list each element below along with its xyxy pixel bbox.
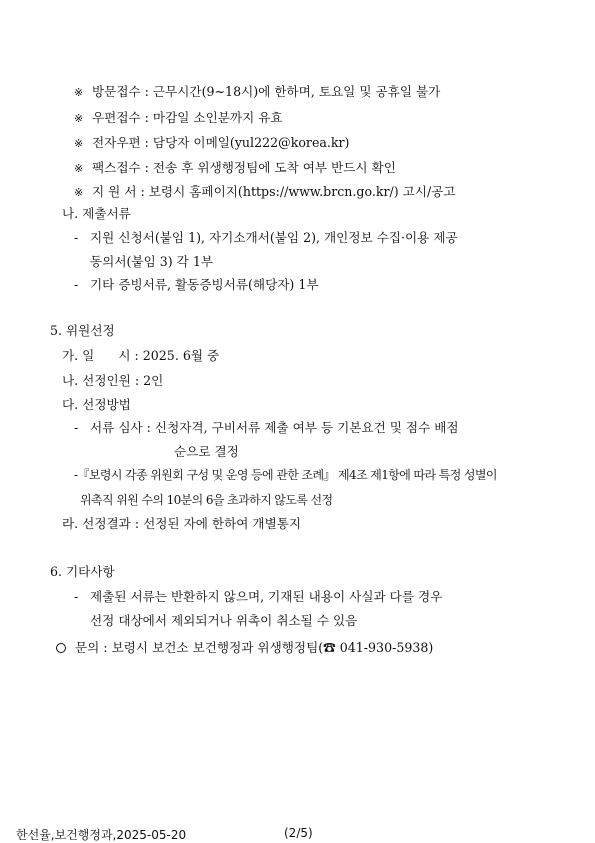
contact-line: 문의 : 보령시 보건소 보건행정과 위생행정팀(☎ 041-930-5938) [56,640,433,656]
selection-result: 라. 선정결과 : 선정된 자에 한하여 개별통지 [62,516,302,531]
section-6-heading: 6. 기타사항 [50,564,115,579]
footer-author: 한선율,보건행정과,2025-05-20 [16,828,187,842]
documents-item-2: - 기타 증빙서류, 활동증빙서류(해당자) 1부 [74,277,319,292]
method-item-1-cont: 순으로 결정 [174,444,239,459]
notes-item-1: - 제출된 서류는 반환하지 않으며, 기재된 내용이 사실과 다를 경우 [74,589,443,604]
reference-mark: ※ [74,137,84,150]
method-item-2-cont: 위촉직 위원 수의 10분의 6을 초과하지 않도록 선정 [80,493,333,507]
selection-date: 가. 일 시 : 2025. 6월 중 [62,348,220,363]
reception-email: ※ 전자우편 : 담당자 이메일(yul222@korea.kr) [74,135,350,150]
method-item-1: - 서류 심사 : 신청자격, 구비서류 제출 여부 등 기본요건 및 점수 배점 [74,420,459,435]
documents-item-1: - 지원 신청서(붙임 1), 자기소개서(붙임 2), 개인정보 수집·이용 제공 [74,230,458,245]
selection-count: 나. 선정인원 : 2인 [62,373,164,388]
method-item-2: -『보령시 각종 위원회 구성 및 운영 등에 관한 조례』 제4조 제1항에 따라 특정 성별이 [74,468,497,482]
reference-mark: ※ [74,112,84,125]
reception-application: ※ 지 원 서 : 보령시 홈페이지(https://www.brcn.go.kr/) 고시/공고 [74,184,456,199]
documents-heading: 나. 제출서류 [62,206,131,221]
reception-mail: ※ 우편접수 : 마감일 소인분까지 유효 [74,110,283,125]
reception-visit: ※ 방문접수 : 근무시간(9~18시)에 한하며, 토요일 및 공휴일 불가 [74,84,441,99]
footer-page-number: (2/5) [284,826,313,840]
notes-item-1-cont: 선정 대상에서 제외되거나 위촉이 취소될 수 있음 [90,613,358,628]
documents-item-1-cont: 동의서(붙임 3) 각 1부 [90,254,214,269]
circle-bullet-icon [56,643,66,653]
section-5-heading: 5. 위원선정 [50,323,115,338]
reference-mark: ※ [74,162,84,175]
reference-mark: ※ [74,86,84,99]
reception-fax: ※ 팩스접수 : 전송 후 위생행정팀에 도착 여부 반드시 확인 [74,160,396,175]
method-heading: 다. 선정방법 [62,397,131,412]
reference-mark: ※ [74,186,84,199]
